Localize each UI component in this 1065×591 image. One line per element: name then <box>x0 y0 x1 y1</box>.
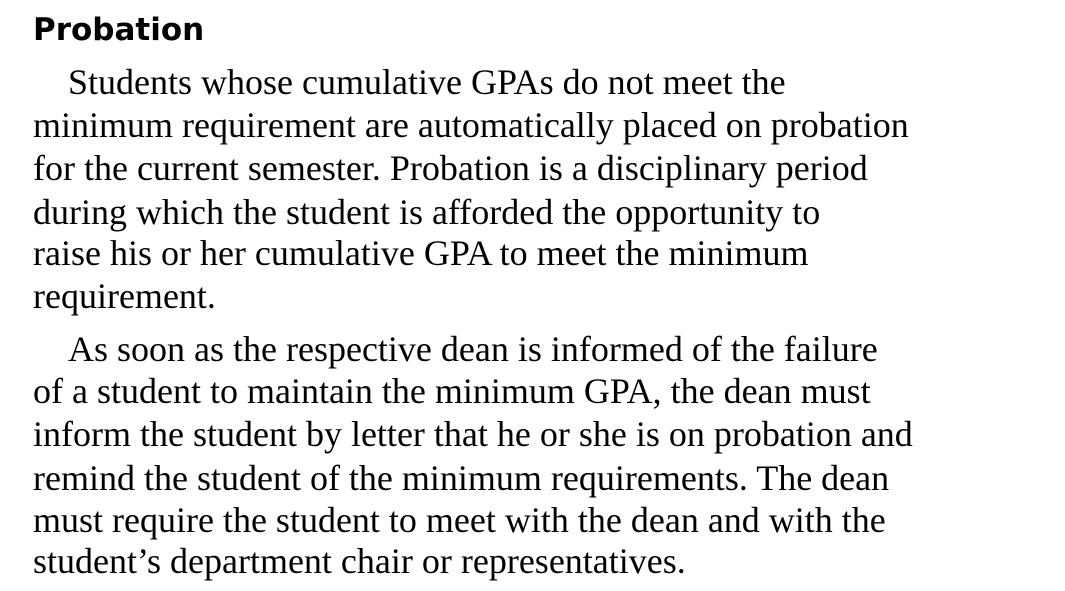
paragraph-2-line: student’s department chair or representatives. <box>33 541 686 581</box>
paragraph-2-line: of a student to maintain the minimum GPA, the dean must <box>33 371 871 411</box>
paragraph-1-line: Students whose cumulative GPAs do not meet the <box>68 62 786 102</box>
paragraph-1-line: during which the student is afforded the opportunity to <box>33 192 821 232</box>
paragraph-2-line: remind the student of the minimum requirements. The dean <box>33 458 890 498</box>
paragraph-1-line: minimum requirement are automatically placed on probation <box>33 105 909 145</box>
paragraph-2-line: must require the student to meet with the dean and with the <box>33 500 886 540</box>
paragraph-2-line: As soon as the respective dean is informed of the failure <box>68 329 878 369</box>
paragraph-1-line: for the current semester. Probation is a disciplinary period <box>33 148 868 188</box>
section-heading: Probation <box>33 12 205 48</box>
paragraph-1-line: raise his or her cumulative GPA to meet the minimum <box>33 233 809 273</box>
paragraph-1-line: requirement. <box>33 276 216 316</box>
paragraph-2-line: inform the student by letter that he or she is on probation and <box>33 414 913 454</box>
